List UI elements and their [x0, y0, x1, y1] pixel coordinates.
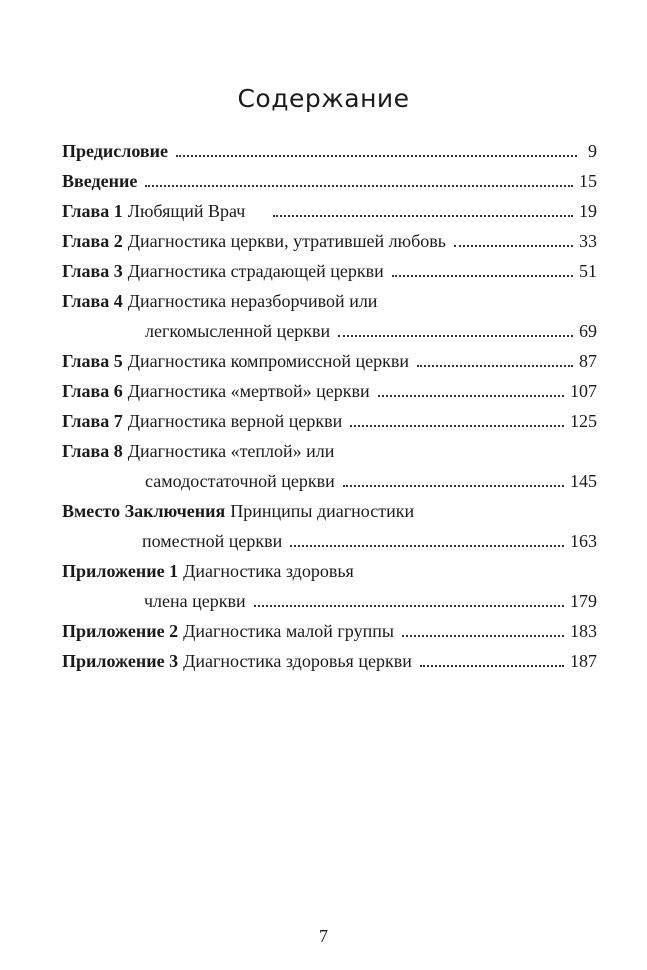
leader-dots: [145, 185, 573, 187]
leader-dots: [343, 485, 564, 487]
toc-entry-page: 163: [570, 531, 597, 551]
leader-dots: [338, 335, 573, 337]
toc-entry-page: 125: [570, 411, 597, 431]
toc-entry-label: Глава 1: [62, 201, 123, 221]
toc-entry-page: 187: [570, 651, 597, 671]
toc-entry-title-continued: легкомысленной церкви: [145, 321, 331, 341]
toc-entry-title: Диагностика верной церкви: [127, 411, 343, 431]
toc-entry-label: Глава 6: [62, 381, 123, 401]
page-number: 7: [319, 926, 328, 946]
toc-entry-label: Приложение 3: [62, 651, 179, 671]
toc-entry-page: 19: [579, 201, 597, 221]
toc-entry-title: Диагностика «теплой» или: [127, 441, 335, 461]
toc-entry-label: Предисловие: [62, 141, 168, 161]
toc-entry-page: 51: [579, 261, 597, 281]
toc-entry-label: Глава 2: [62, 231, 123, 251]
toc-entry-title: Диагностика «мертвой» церкви: [127, 381, 370, 401]
toc-entry-label: Приложение 1: [62, 561, 179, 581]
leader-dots: [454, 245, 573, 247]
toc-entry-page: 15: [579, 171, 597, 191]
toc-entry-page: 107: [570, 381, 597, 401]
toc-entry-page: 183: [570, 621, 597, 641]
leader-dots: [350, 425, 564, 427]
toc-entry-chapter-7[interactable]: [62, 406, 597, 436]
toc-entry-preface[interactable]: [62, 136, 597, 166]
toc-entry-chapter-3[interactable]: [62, 256, 597, 286]
toc-entry-chapter-6[interactable]: [62, 376, 597, 406]
toc-entry-label: Глава 7: [62, 411, 123, 431]
toc-entry-page: 33: [579, 231, 597, 251]
leader-dots: [290, 545, 564, 547]
toc-entry-label: Глава 8: [62, 441, 123, 461]
toc-entry-page: 9: [588, 141, 597, 161]
toc-entry-appendix-3[interactable]: [62, 646, 597, 676]
leader-dots: [176, 155, 577, 157]
toc-entry-chapter-2[interactable]: [62, 226, 597, 256]
toc-entry-page: 179: [570, 591, 597, 611]
leader-dots: [254, 605, 564, 607]
toc-entry-label: Глава 4: [62, 291, 123, 311]
leader-dots: [402, 635, 564, 637]
toc-entry-title-continued: поместной церкви: [142, 531, 283, 551]
toc-entry-title-continued: члена церкви: [144, 591, 246, 611]
toc-entry-label: Глава 5: [62, 351, 123, 371]
toc-entry-page: 69: [579, 321, 597, 341]
toc-entry-introduction[interactable]: [62, 166, 597, 196]
toc-entry-label: Глава 3: [62, 261, 123, 281]
toc-entry-chapter-8[interactable]: [62, 436, 597, 496]
toc-entry-title: Диагностика неразборчивой или: [127, 291, 378, 311]
toc-entry-chapter-1[interactable]: [62, 196, 597, 226]
page-title: Содержание: [237, 84, 410, 113]
toc-entry-label: Введение: [62, 171, 138, 191]
toc-entry-title: Принципы диагностики: [230, 501, 415, 521]
toc-entry-title-continued: самодостаточной церкви: [145, 471, 335, 491]
toc-entry-title: Любящий Врач: [127, 201, 246, 221]
toc-entry-label: Вместо Заключения: [62, 501, 226, 521]
toc-entry-chapter-5[interactable]: [62, 346, 597, 376]
toc-entry-conclusion[interactable]: [62, 496, 597, 556]
toc-entry-title: Диагностика церкви, утратившей любовь: [127, 231, 446, 251]
toc-entry-title: Диагностика здоровья церкви: [183, 651, 412, 671]
toc-entry-title: Диагностика компромиссной церкви: [127, 351, 409, 371]
leader-dots: [378, 395, 564, 397]
toc-entry-title: Диагностика малой группы: [183, 621, 394, 641]
leader-dots: [273, 215, 573, 217]
toc-entry-title: Диагностика здоровья: [183, 561, 354, 581]
toc-entry-label: Приложение 2: [62, 621, 179, 641]
toc-entry-page: 87: [579, 351, 597, 371]
leader-dots: [420, 665, 564, 667]
leader-dots: [417, 365, 573, 367]
toc-entry-title: Диагностика страдающей церкви: [127, 261, 384, 281]
toc-entry-chapter-4[interactable]: [62, 286, 597, 346]
toc-entry-appendix-1[interactable]: [62, 556, 597, 616]
table-of-contents: [62, 136, 597, 676]
toc-entry-appendix-2[interactable]: [62, 616, 597, 646]
leader-dots: [392, 275, 573, 277]
toc-entry-page: 145: [570, 471, 597, 491]
